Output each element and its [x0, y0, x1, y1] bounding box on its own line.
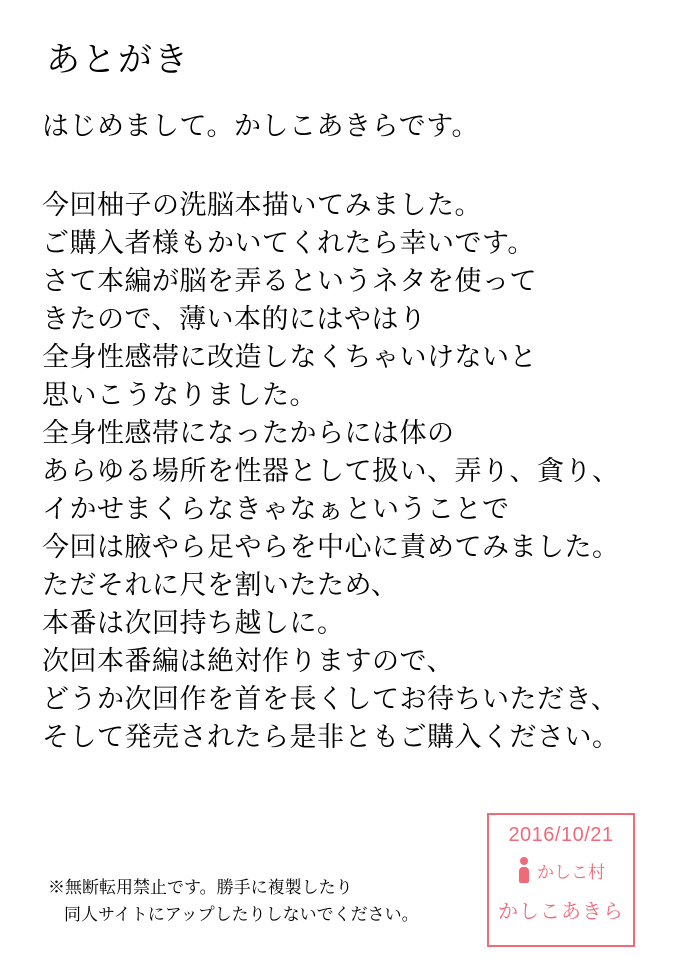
body-line: きたので、薄い本的にはやはり: [42, 304, 427, 334]
body-line: 次回本番編は絶対作りますので、: [42, 646, 454, 676]
body-line: さて本編が脳を弄るというネタを使って: [42, 266, 537, 296]
stamp-village-label: かしこ村: [537, 862, 605, 882]
body-line: そして発売されたら是非ともご購入ください。: [42, 722, 620, 752]
body-line: あらゆる場所を性器として扱い、弄り、貪り、: [42, 456, 620, 486]
body-line: 思いこうなりました。: [42, 380, 317, 410]
notice-line: ※無断転用禁止です。勝手に複製したり: [48, 878, 353, 897]
stamp-village-row: [517, 857, 605, 883]
body-line: イかせまくらなきゃなぁということで: [42, 494, 510, 524]
author-stamp: [487, 813, 635, 947]
body-line: どうか次回作を首を長くしてお待ちいただき、: [42, 684, 619, 714]
body-line: 今回は腋やら足やらを中心に責めてみました。: [42, 532, 620, 562]
page-title: あとがき: [46, 42, 190, 79]
body-line: 本番は次回持ち越しに。: [42, 608, 345, 638]
body-line: 全身性感帯に改造しなくちゃいけないと: [42, 342, 537, 372]
body-line: ご購入者様もかいてくれたら幸いです。: [42, 228, 535, 258]
body-line: 全身性感帯になったからには体の: [42, 418, 455, 448]
copyright-notice: [48, 874, 419, 928]
body-text: [42, 186, 620, 756]
stamp-date: 2016/10/21: [508, 824, 614, 846]
person-icon: [517, 857, 531, 883]
greeting-text: はじめまして。かしこあきらです。: [42, 111, 480, 141]
notice-line: 同人サイトにアップしたりしないでください。: [64, 905, 419, 924]
stamp-author-name: かしこあきら: [498, 901, 624, 923]
body-line: 今回柚子の洗脳本描いてみました。: [42, 190, 482, 220]
body-line: ただそれに尺を割いたため、: [42, 570, 399, 600]
